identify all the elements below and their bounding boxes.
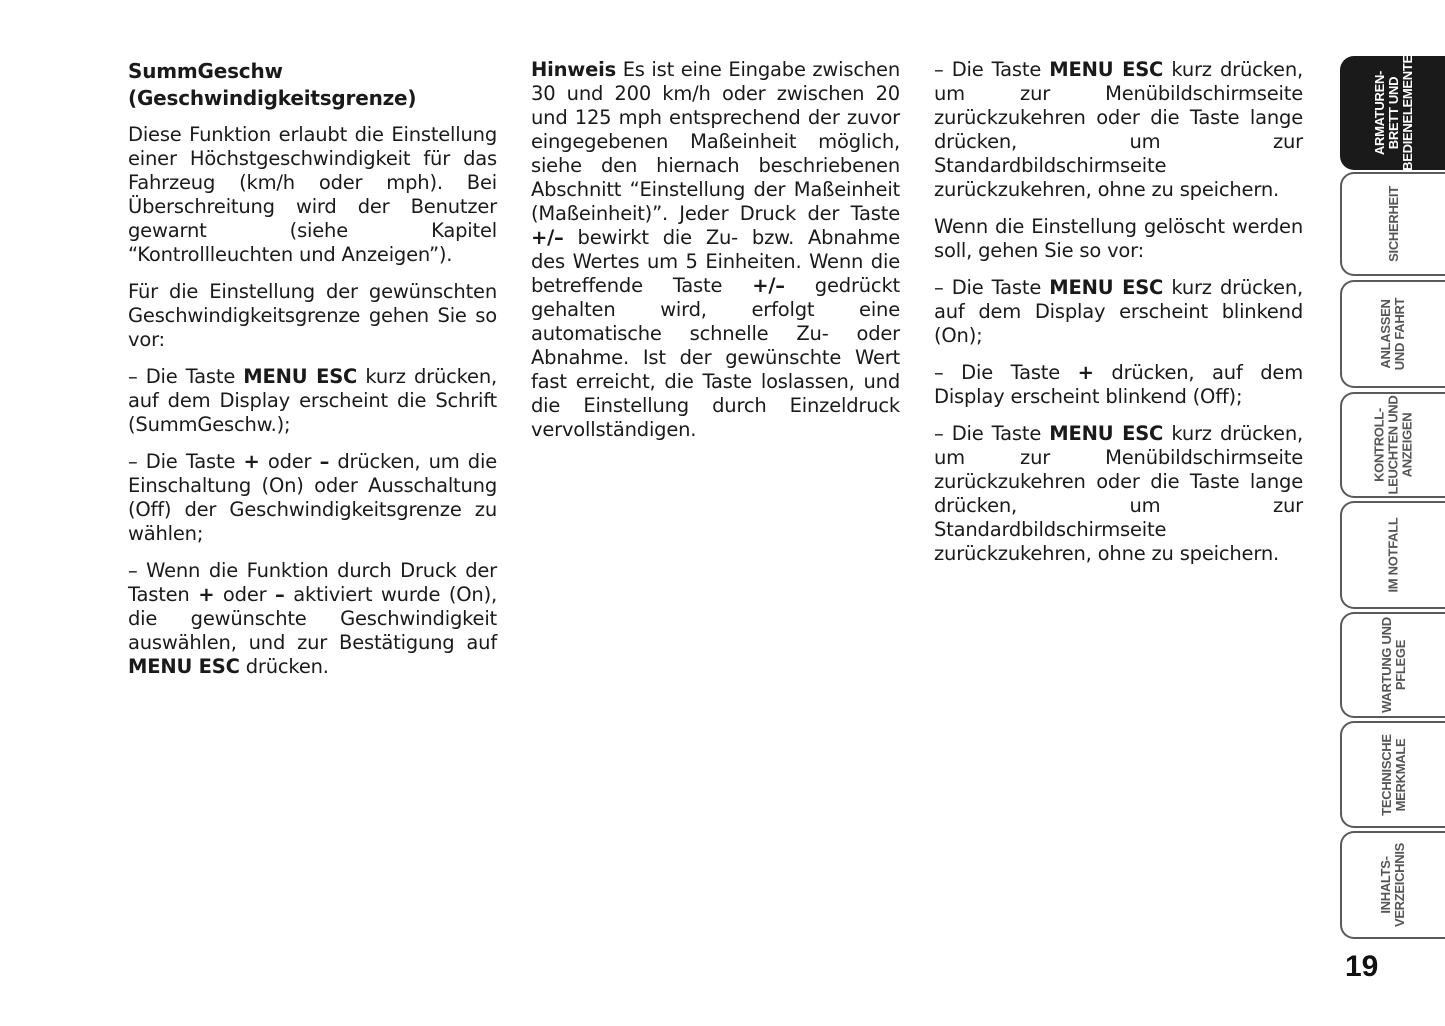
paragraph: – Die Taste MENU ESC kurz drücken, um zur Menübildschirmseite zurückzukehren oder die Taste lange drücken, um zur Standardbildschirmseite zurückzukehren, ohne zu speichern. (934, 58, 1304, 201)
tab-technische-merkmale[interactable] (1340, 721, 1445, 828)
tab-label: SICHERHEIT (1385, 186, 1401, 262)
tab-inhaltsverzeichnis[interactable] (1340, 831, 1445, 939)
paragraph: – Die Taste MENU ESC kurz drücken, auf dem Display erscheint blinkend (On); (934, 276, 1304, 347)
paragraph: – Die Taste + drücken, auf dem Display erscheint blinkend (Off); (934, 361, 1303, 408)
paragraph: – Die Taste + oder – drücken, um die Einschaltung (On) oder Ausschaltung (Off) der Geschwindigkeitsgrenze zu wählen; (128, 450, 497, 545)
section-heading: SummGeschw (Geschwindigkeitsgrenze) (128, 59, 417, 110)
tab-label: ARMATUREN- BRETT UND BEDIENELEMENTE (1371, 55, 1415, 171)
tab-label: IM NOTFALL (1385, 517, 1401, 593)
tab-im-notfall[interactable] (1340, 501, 1445, 609)
tab-anlassen-und-fahrt[interactable] (1340, 280, 1445, 388)
column-3 (934, 58, 1303, 579)
page-number: 19 (1345, 950, 1379, 983)
paragraph: – Die Taste MENU ESC kurz drücken, um zur Menübildschirmseite zurückzukehren oder die Taste lange drücken, um zur Standardbildschirmseite zurückzukehren, ohne zu speichern. (934, 422, 1304, 565)
tab-kontrollleuchten[interactable] (1340, 392, 1445, 498)
paragraph: – Die Taste MENU ESC kurz drücken, auf dem Display erscheint die Schrift (SummGeschw.); (128, 365, 498, 436)
tab-armaturenbrett[interactable] (1340, 56, 1445, 170)
tab-label: ANLASSEN UND FAHRT (1378, 297, 1408, 371)
column-2 (531, 58, 900, 455)
paragraph: Für die Einstellung der gewünschten Geschwindigkeitsgrenze gehen Sie so vor: (128, 280, 497, 351)
paragraph: Diese Funktion erlaubt die Einstellung einer Höchstgeschwindigkeit für das Fahrzeug (km/h oder mph). Bei Überschreitung wird der Benutzer gewarnt (siehe Kapitel “Kontrollleuchten und Anzeigen”). (128, 123, 497, 266)
paragraph: Wenn die Einstellung gelöscht werden soll, gehen Sie so vor: (934, 215, 1303, 262)
tab-label: TECHNISCHE MERKMALE (1378, 733, 1408, 816)
note-paragraph: Hinweis Es ist eine Eingabe zwischen 30 und 200 km/h oder zwischen 20 und 125 mph entsprechend der zuvor eingegebenen Maßeinheit möglich, siehe den hiernach beschriebenen Abschnitt “Einstellung der Maßeinheit (Maßeinheit)”. Jeder Druck der Taste +/– bewirkt die Zu- bzw. Abnahme des Wertes um 5 Einheiten. Wenn die betreffende Taste +/– gedrückt gehalten wird, erfolgt eine automatische schnelle Zu- oder Abnahme. Ist der gewünschte Wert fast erreicht, die Taste loslassen, und die Einstellung durch Einzeldruck vervollständigen. (531, 58, 900, 441)
tab-label: KONTROLL- LEUCHTEN UND ANZEIGEN (1371, 395, 1415, 495)
paragraph: – Wenn die Funktion durch Druck der Tasten + oder – aktiviert wurde (On), die gewünschte Geschwindigkeit auswählen, und zur Bestätigung auf MENU ESC drücken. (128, 559, 497, 678)
tab-sicherheit[interactable] (1340, 172, 1445, 276)
column-1 (128, 58, 497, 692)
tab-label: WARTUNG UND PFLEGE (1378, 617, 1408, 713)
tab-wartung-und-pflege[interactable] (1340, 612, 1445, 718)
tab-label: INHALTS- VERZEICHNIS (1378, 842, 1408, 928)
